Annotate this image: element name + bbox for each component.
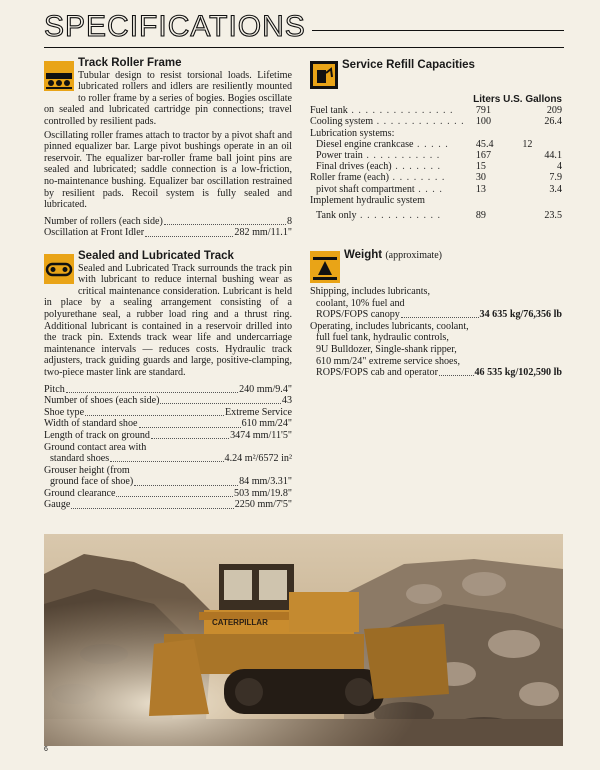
spec-row: [44, 476, 292, 488]
spec-value: 8: [286, 215, 292, 227]
spec-value: 503 mm/19.8": [234, 487, 292, 499]
gallons-cell: 26.4: [544, 116, 562, 128]
table-row: [310, 195, 562, 206]
table-row: pivot shaft compartment . . . . 13 3.4: [316, 183, 562, 195]
gallons-cell: 209: [546, 105, 562, 117]
table-row: Power train . . . . . . . . . . . 167 44.1: [316, 150, 562, 162]
spec-label: Gauge: [44, 499, 71, 511]
leader-dots: [151, 438, 229, 439]
spec-row: [44, 227, 292, 239]
spec-label: Number of rollers (each side): [44, 215, 163, 227]
leader-dots: [116, 496, 233, 497]
row-label: Final drives (each): [316, 161, 392, 173]
spec-row: [310, 309, 562, 321]
liters-cell: 13: [475, 183, 486, 195]
leader-dots: [134, 485, 238, 486]
spec-label: Ground contact area with: [44, 441, 147, 453]
leader-dots: [160, 403, 280, 404]
liters-cell: 791: [475, 105, 491, 117]
page-number: 6: [44, 746, 48, 753]
spec-label: ROPS/FOPS canopy: [316, 309, 400, 321]
spec-row: [310, 367, 562, 379]
table-row: Roller frame (each) . . . . . . . . 30 7.9: [310, 172, 562, 184]
column-header: U.S. Gallons: [503, 94, 562, 105]
table-row: Final drives (each) . . . . . . . 15 4: [316, 161, 562, 173]
weight-line: Operating, includes lubricants, coolant,: [310, 320, 469, 332]
spec-row: [44, 395, 292, 407]
row-label: Diesel engine crankcase: [316, 138, 414, 150]
spec-label: Oscillation at Front Idler: [44, 227, 145, 239]
track-link-icon: [44, 254, 74, 284]
spec-label: Ground clearance: [44, 487, 116, 499]
spec-row: [44, 216, 292, 228]
row-label: Power train: [316, 150, 363, 162]
row-label: Tank only: [316, 210, 357, 222]
spec-row: [44, 407, 292, 419]
gallons-cell: 4: [556, 161, 562, 173]
row-label: pivot shaft compartment: [316, 183, 415, 195]
leader-dots: [110, 461, 223, 462]
spec-label: standard shoes: [50, 453, 110, 465]
spec-row: [44, 465, 292, 477]
row-label: Fuel tank: [310, 105, 348, 117]
table-row: [310, 128, 562, 139]
leader-dots: [164, 224, 286, 225]
title-rule: [312, 30, 564, 31]
spec-value: 240 mm/9.4": [239, 383, 292, 395]
spec-row: [44, 384, 292, 396]
spec-label: Length of track on ground: [44, 429, 150, 441]
spec-value: 2250 mm/7'5": [234, 499, 292, 511]
sealed-track-section: [44, 251, 292, 511]
liters-cell: 167: [475, 150, 491, 162]
liters-cell: 15: [475, 161, 486, 173]
weight-line: Shipping, includes lubricants,: [310, 286, 430, 297]
spec-value: 3474 mm/11'5": [230, 429, 292, 441]
paragraph: Oscillating roller frames attach to tractor by a pivot shaft and pinned equalizer bar. Large pivot bushings operate in an oil reservoir. The equalizer bar-roller frame ball joint pins are sealed and lubricated; saddle connection is a low-friction, no-maintenance bushing. Equalizer bar oscillation restrained by resilient pads. Recoil system is fully sealed and lubricated.: [44, 129, 292, 211]
leader-dots: [439, 375, 474, 376]
bulldozer-photo: [44, 534, 563, 746]
table-row: Fuel tank . . . . . . . . . . . . . . . 791 209: [310, 105, 562, 117]
spec-row: [44, 453, 292, 465]
roller-frame-icon: [44, 61, 74, 91]
row-label: Cooling system: [310, 116, 374, 128]
header-divider: [44, 47, 564, 48]
column-header: Liters: [473, 94, 501, 105]
track-roller-frame-section: [44, 58, 292, 239]
weight-line: coolant, 10% fuel and: [316, 297, 405, 309]
spec-label: Width of standard shoe: [44, 418, 138, 430]
section-heading: Sealed and Lubricated Track: [78, 250, 234, 262]
spec-row: [44, 442, 292, 454]
paragraph: Sealed and Lubricated Track surrounds the track pin with lubricant to reduce internal bushing wear as critical maintenance consideration. Lubricant is held in place by a sealing arrangement consisting of a polyurethane seal, a rubber load ring and a thrust ring. Additional lubricant is contained in a reservoir drilled into the track pin. Extends track wear life and undercarriage maintenance intervals — reduces costs. Hydraulic track adjusters, track guiding guards and large, positive-clamping, two-piece master link are standard.: [44, 262, 292, 378]
weight-heading-sub: (approximate): [385, 250, 442, 261]
bulldozer-illustration: [44, 534, 563, 746]
spec-value: 282 mm/11.1": [234, 227, 292, 239]
spec-label: Grouser height (from: [44, 464, 130, 476]
weight-heading-text: Weight: [344, 249, 383, 261]
weight-line: full fuel tank, hydraulic controls,: [316, 332, 449, 344]
spec-row: [44, 418, 292, 430]
spec-value: 34 635 kg/76,356 lb: [479, 309, 562, 321]
table-row: Cooling system . . . . . . . . . . . . . 100 26.4: [310, 116, 562, 128]
spec-label: Pitch: [44, 383, 65, 395]
table-header-row: [310, 94, 562, 105]
capacities-table: [310, 94, 562, 221]
leader-dots: [139, 427, 241, 428]
weight-scale-icon: [310, 251, 340, 283]
section-heading: [310, 248, 562, 262]
page-title: SPECIFICATIONS: [44, 10, 306, 43]
leader-dots: [401, 317, 479, 318]
section-heading: Track Roller Frame: [78, 57, 182, 69]
leader-dots: [85, 415, 224, 416]
gallons-cell: 3.4: [549, 183, 562, 195]
liters-cell: 89: [475, 210, 486, 222]
spec-row: [44, 430, 292, 442]
leader-dots: [66, 392, 238, 393]
paragraph: Tubular design to resist torsional loads. Lifetime lubricated rollers and idlers are resiliently mounted to roller frame by a series of bogies. Bogies oscillate on sealed and lubricated cartridge pin connections; travel controlled by resilient pads.: [44, 69, 292, 127]
table-row: Tank only . . . . . . . . . . . . 89 23.5: [310, 206, 562, 221]
spec-label: ground face of shoe): [50, 476, 134, 488]
section-heading: Service Refill Capacities: [342, 59, 475, 71]
spec-value: 4.24 m²/6572 in²: [224, 453, 292, 465]
spec-label: Shoe type: [44, 406, 85, 418]
liters-cell: 45.4: [475, 138, 494, 150]
gallons-cell: 7.9: [549, 172, 562, 184]
gallons-cell: 44.1: [544, 150, 562, 162]
weight-section: [310, 248, 562, 379]
leader-dots: [71, 508, 233, 509]
spec-row: [44, 488, 292, 500]
spec-value: 43: [281, 395, 292, 407]
weight-line: 610 mm/24" extreme service shoes,: [316, 355, 460, 367]
leader-dots: [145, 236, 233, 237]
spec-label: ROPS/FOPS cab and operator: [316, 367, 438, 379]
table-row: Diesel engine crankcase . . . . . 45.4 12: [310, 139, 562, 150]
weight-line: 9U Bulldozer, Single-shank ripper,: [316, 343, 457, 355]
gallons-cell: 12: [522, 138, 533, 150]
fuel-pump-icon: [310, 61, 338, 89]
row-label: Implement hydraulic system: [310, 194, 425, 206]
brand-decal: CATERPILLAR: [212, 618, 268, 627]
spec-value: 610 mm/24": [241, 418, 292, 430]
service-refill-section: [310, 58, 562, 221]
gallons-cell: 23.5: [544, 210, 562, 222]
row-label: Lubrication systems:: [310, 127, 395, 139]
spec-value: Extreme Service: [225, 406, 292, 418]
liters-cell: 30: [475, 172, 486, 184]
spec-label: Number of shoes (each side): [44, 395, 160, 407]
spec-row: [44, 499, 292, 511]
row-label: Roller frame (each): [310, 172, 390, 184]
spec-value: 84 mm/3.31": [239, 476, 292, 488]
spec-value: 46 535 kg/102,590 lb: [474, 367, 562, 379]
liters-cell: 100: [475, 116, 491, 128]
